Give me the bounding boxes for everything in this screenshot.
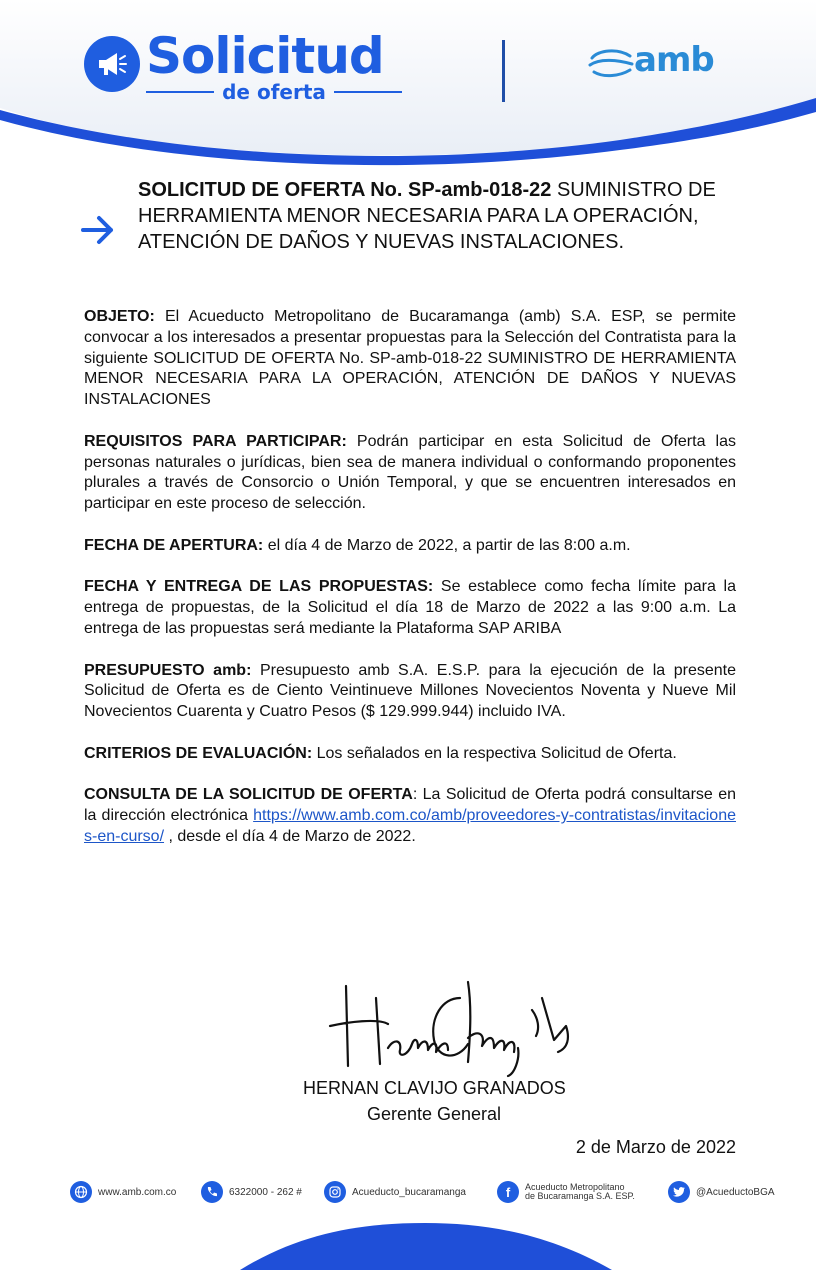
solicitud-oferta-logo (84, 27, 404, 105)
section-text: Presupuesto amb S.A. E.S.P. para la ejecución de la presente Solicitud de Oferta es de Ciento Veintinueve Millones Novecientos Noventa y Nueve Mil Novecientos Cuarenta y Cuatro Pesos ($ 129.999.944) incluido IVA. (84, 661, 737, 721)
section-label: FECHA DE APERTURA: (84, 536, 264, 554)
document-title (138, 177, 738, 255)
logo-subtitle: de oferta (222, 80, 326, 104)
section-label: OBJETO: (84, 308, 155, 325)
section-label: CRITERIOS DE EVALUACIÓN: (84, 744, 313, 762)
amb-logo (588, 40, 738, 90)
signer-name: HERNAN CLAVIJO GRANADOS (303, 1078, 566, 1098)
section-consulta (84, 785, 736, 847)
globe-icon (70, 1181, 92, 1203)
arrow-right-icon (80, 212, 116, 248)
footer-instagram[interactable] (324, 1180, 466, 1204)
facebook-icon: f (497, 1181, 519, 1203)
footer-facebook-label (525, 1183, 635, 1201)
document-title-bold: SOLICITUD DE OFERTA No. SP-amb-018-22 (138, 179, 552, 201)
footer-facebook-line2: de Bucaramanga S.A. ESP. (525, 1191, 635, 1201)
footer-wave-decoration (0, 1215, 816, 1270)
twitter-icon (668, 1181, 690, 1203)
footer-twitter-text: @AcueductoBGA (696, 1186, 775, 1198)
section-text: Podrán participar en esta Solicitud de Oferta las personas naturales o jurídicas, bien sea de manera individual o conformando proponentes plurales a través de Consorcio o Unión Temporal, y que se encuentren interesados en participar en este proceso de selección. (84, 432, 737, 513)
document-body (84, 307, 736, 869)
footer-phone[interactable] (201, 1180, 302, 1204)
phone-icon (201, 1181, 223, 1203)
section-text: Se establece como fecha límite para la entrega de propuestas, de la Solicitud el día 18 de Marzo de 2022 a las 9:00 a.m. La entrega de las propuestas será mediante la Plataforma SAP ARIBA (84, 578, 736, 637)
section-fecha-apertura (84, 536, 736, 557)
document-title-rest: SUMINISTRO DE HERRAMIENTA MENOR NECESARIA PARA LA OPERACIÓN, ATENCIÓN DE DAÑOS Y NUEVAS INSTALACIONES. (138, 179, 716, 253)
section-label: REQUISITOS PARA PARTICIPAR: (84, 432, 347, 450)
logo-line-right (334, 91, 402, 93)
footer-facebook[interactable] (497, 1180, 635, 1204)
section-objeto (84, 307, 736, 411)
footer-phone-text: 6322000 - 262 # (229, 1186, 302, 1198)
handwritten-signature (318, 978, 588, 1078)
logo-line-left (146, 91, 214, 93)
logo-title: Solicitud (146, 27, 384, 85)
section-text: : La Solicitud de Oferta podrá consultarse en la dirección electrónica (84, 786, 736, 825)
section-label: PRESUPUESTO amb: (84, 661, 252, 679)
section-criterios (84, 744, 736, 765)
section-label: CONSULTA DE LA SOLICITUD DE OFERTA (84, 786, 413, 804)
section-text-after: , desde el día 4 de Marzo de 2022. (164, 827, 416, 845)
footer-instagram-text: Acueducto_bucaramanga (352, 1186, 466, 1198)
footer-website-text: www.amb.com.co (98, 1186, 177, 1198)
section-text: El Acueducto Metropolitano de Bucaramanga (amb) S.A. ESP, se permite convocar a los interesados a presentar propuestas para la Selección del Contratista para la siguiente SOLICITUD DE OFERTA No. SP-amb-018-22 SUMINISTRO DE HERRAMIENTA MENOR NECESARIA PARA LA OPERACIÓN, ATENCIÓN DE DAÑOS Y NUEVAS INSTALACIONES (84, 308, 736, 409)
footer-contacts (70, 1180, 790, 1204)
footer-website[interactable] (70, 1180, 176, 1204)
document-date: 2 de Marzo de 2022 (575, 1137, 736, 1157)
megaphone-icon (84, 36, 140, 92)
section-label: FECHA Y ENTREGA DE LAS PROPUESTAS: (84, 578, 434, 596)
section-text: Los señalados en la respectiva Solicitud de Oferta. (312, 744, 677, 762)
water-wave-icon (588, 44, 634, 84)
signer-role: Gerente General (366, 1104, 502, 1124)
logo-subtitle-row (146, 80, 402, 104)
section-text: el día 4 de Marzo de 2022, a partir de las 8:00 a.m. (263, 536, 631, 554)
instagram-icon (324, 1181, 346, 1203)
footer-facebook-line1: Acueducto Metropolitano (525, 1182, 625, 1192)
section-fecha-entrega (84, 577, 736, 639)
amb-logo-text: amb (634, 40, 714, 80)
section-requisitos (84, 432, 736, 515)
header-divider (502, 40, 505, 102)
section-presupuesto (84, 661, 736, 723)
consulta-link[interactable]: https://www.amb.com.co/amb/proveedores-y-contratistas/invitaciones-en-curso/ (84, 807, 736, 845)
footer-twitter[interactable] (668, 1180, 775, 1204)
